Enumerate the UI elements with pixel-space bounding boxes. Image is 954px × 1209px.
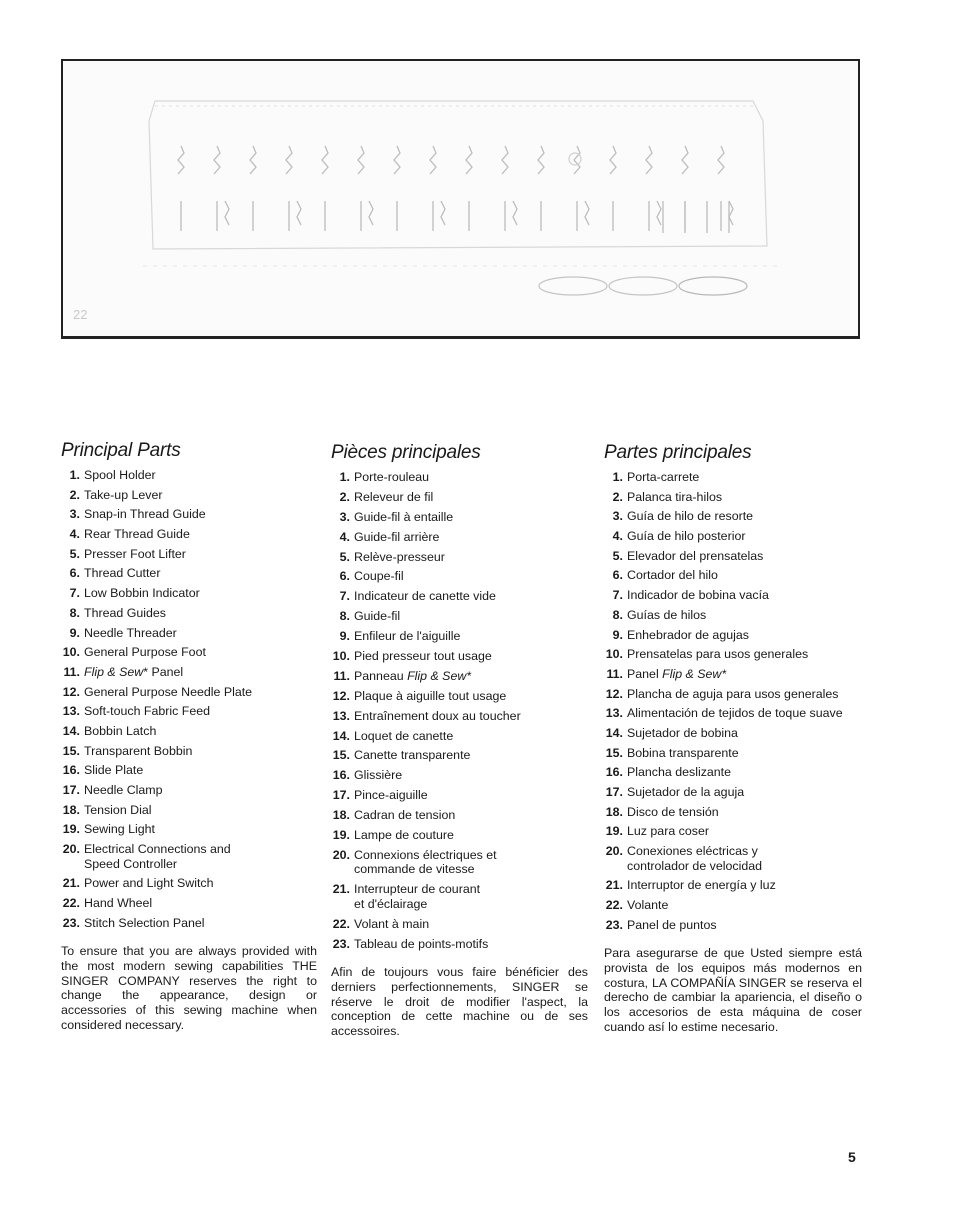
item-label: Guías de hilos [627,607,707,622]
item-number: 20. [605,844,623,859]
list-item [61,842,317,871]
list-item [331,649,588,664]
item-number: 19. [605,824,623,839]
list-item [61,507,317,522]
item-number: 13. [62,704,80,719]
disclaimer-spanish: Para asegurarse de que Usted siempre está provista de los equipos más modernos en costura, LA COMPAÑÍA SINGER se reserva el derecho de cambiar la apariencia, el diseño o los accesorios de esta máquina de coser cuando así lo estime necesario. [604,946,862,1034]
item-label-continued: Speed Controller [84,856,177,871]
item-label: Palanca tira-hilos [627,489,723,504]
item-label: Tension Dial [84,802,152,817]
list-item [61,803,317,818]
item-label: Canette transparente [354,748,471,763]
item-number: 10. [62,645,80,660]
stitch-symbol [250,146,256,174]
list-item [604,765,862,780]
stitch-symbol [513,201,517,225]
list-item [61,527,317,542]
item-label: Indicateur de canette vide [354,589,496,604]
stitch-symbol [682,146,688,174]
list-item [61,586,317,601]
item-label: Cadran de tension [354,808,456,823]
list-item [331,530,588,545]
item-number: 13. [332,708,350,723]
item-label: Sujetador de la aguja [627,785,745,799]
stitch-panel-illustration [61,59,860,339]
item-number: 17. [62,783,80,797]
item-number: 2. [69,487,80,502]
item-number: 9. [69,625,80,640]
item-number: 3. [612,509,623,524]
item-number: 20. [332,847,350,862]
item-number: 8. [612,607,623,622]
stitch-symbol [225,201,229,225]
item-label: Relève-presseur [354,549,445,564]
item-number: 14. [62,723,80,738]
item-label: Sujetador de bobina [627,725,738,740]
item-label: Porte-rouleau [354,470,430,484]
list-item [61,822,317,837]
section-title-french: Pièces principales [331,442,481,463]
list-item [604,568,862,583]
stitch-symbol [610,146,616,174]
list-item [61,566,317,581]
item-number: 15. [332,748,350,763]
stitch-symbol [441,201,445,225]
list-item [331,609,588,624]
item-label: Cortador del hilo [627,568,718,583]
stitch-symbol [466,146,472,174]
list-item [61,896,317,911]
list-item [331,729,588,744]
list-item [604,844,862,873]
item-number: 12. [62,684,80,699]
item-label-continued: controlador de velocidad [627,858,763,873]
item-number: 10. [605,647,623,662]
list-item [61,488,317,503]
list-item [331,937,588,952]
item-label: Stitch Selection Panel [84,915,205,930]
list-item [604,529,862,544]
list-item [604,588,862,603]
item-number: 5. [69,546,80,561]
item-number: 15. [605,745,623,760]
list-item [604,470,862,485]
list-item [604,785,862,800]
item-label: Tableau de points-motifs [354,936,489,951]
item-label: Snap-in Thread Guide [84,507,206,522]
item-number: 22. [605,897,623,912]
item-number: 11. [606,666,623,681]
list-item [604,490,862,505]
list-item [61,665,317,680]
item-number: 23. [332,936,350,951]
item-number: 5. [612,548,623,563]
item-number: 18. [332,808,350,823]
item-label: Conexiones eléctricas y [627,844,758,859]
item-label: Guide-fil à entaille [354,509,454,524]
item-label: Power and Light Switch [84,876,214,891]
item-number: 5. [339,549,350,564]
item-number: 6. [612,568,623,583]
item-label-continued: et d'éclairage [354,896,428,911]
item-label: Transparent Bobbin [84,743,193,758]
item-label: Guía de hilo posterior [627,529,746,544]
item-number: 18. [605,804,623,819]
item-number: 18. [62,802,80,817]
list-item [331,828,588,843]
parts-list-french [331,470,588,951]
section-title-english: Principal Parts [61,440,181,461]
stitch-symbol [214,146,220,174]
item-label: Panneau [354,668,408,683]
list-item [604,687,862,702]
list-item [604,509,862,524]
item-label: Disco de tensión [627,804,719,819]
item-label: Porta-carrete [627,470,700,484]
section-title-spanish: Partes principales [604,442,752,463]
item-label: Elevador del prensatelas [627,548,764,563]
list-item [331,788,588,803]
item-label: Entraînement doux au toucher [354,708,521,723]
item-number: 16. [332,768,350,783]
item-label: Rear Thread Guide [84,527,190,542]
list-item [331,709,588,724]
list-item [331,669,588,684]
list-item [61,685,317,700]
list-item [331,748,588,763]
item-label: General Purpose Foot [84,645,206,660]
item-label: Glissière [354,768,403,783]
item-label: Hand Wheel [84,895,153,910]
list-item [604,878,862,893]
list-item [61,704,317,719]
item-number: 14. [605,725,623,740]
item-label: Plancha deslizante [627,765,732,780]
item-number: 1. [612,470,623,484]
item-number: 6. [339,569,350,584]
item-label: Bobbin Latch [84,723,157,738]
stitch-symbol [646,146,652,174]
stitch-symbol [718,146,724,174]
item-number: 7. [69,586,80,601]
item-number: 16. [62,763,80,778]
item-label-italic: Flip & Sew [84,664,144,679]
item-label: Panel de puntos [627,917,717,932]
item-label: Low Bobbin Indicator [84,586,200,601]
item-label: General Purpose Needle Plate [84,684,253,699]
list-item [331,808,588,823]
list-item [61,876,317,891]
list-item [604,746,862,761]
item-label: Lampe de couture [354,828,454,843]
stitch-symbol [178,146,184,174]
item-number: 3. [69,507,80,522]
list-item [604,898,862,913]
list-item [604,805,862,820]
item-number: 22. [62,895,80,910]
item-number: 4. [339,529,350,544]
item-number: 7. [612,588,623,603]
list-item [331,882,588,911]
stitch-symbol [585,201,589,225]
item-label-continued: commande de vitesse [354,862,475,877]
item-label: Pied presseur tout usage [354,649,492,664]
item-label: Prensatelas para usos generales [627,647,809,662]
list-item [61,744,317,759]
item-label: Needle Clamp [84,783,163,797]
item-label: Guide-fil arrière [354,529,440,544]
list-item [61,468,317,483]
figure-number: 22 [73,307,88,322]
list-item [331,917,588,932]
list-item [604,628,862,643]
item-number: 17. [605,785,623,799]
list-item [331,848,588,877]
item-label: Take-up Lever [84,487,163,502]
list-item [604,918,862,933]
list-item [604,706,862,721]
item-label: Connexions électriques et [354,847,497,862]
list-item [331,470,588,485]
item-number: 2. [612,489,623,504]
stitch-symbol [502,146,508,174]
list-item [331,550,588,565]
item-label: Interrupteur de courant [354,882,481,897]
item-number: 19. [62,822,80,837]
item-label: Guide-fil [354,609,401,624]
item-number: 21. [605,878,623,893]
item-label: Soft-touch Fabric Feed [84,704,211,719]
stitch-symbol [286,146,292,174]
item-label: Volant à main [354,916,430,931]
item-label: Sewing Light [84,822,155,837]
item-label: Alimentación de tejidos de toque suave [627,706,843,721]
item-label: Volante [627,897,669,912]
parts-list-english [61,468,317,930]
item-number: 10. [332,649,350,664]
item-label: Panel [627,666,663,681]
list-item [331,629,588,644]
list-item [331,490,588,505]
item-label: Pince-aiguille [354,788,428,803]
list-item [604,608,862,623]
list-item [61,724,317,739]
item-label: Guía de hilo de resorte [627,509,754,524]
item-number: 8. [69,605,80,620]
item-label: * Panel [143,664,184,679]
item-label: Bobina transparente [627,745,739,760]
stitch-symbol [657,201,661,225]
item-label: Enfileur de l'aiguille [354,629,461,644]
item-number: 1. [339,470,350,484]
item-number: 9. [339,629,350,644]
item-number: 21. [332,882,350,897]
list-item [331,689,588,704]
parts-list-spanish [604,470,862,932]
item-number: 23. [62,915,80,930]
item-label-italic: Flip & Sew* [662,666,727,681]
item-label: Thread Guides [84,605,166,620]
list-item [604,549,862,564]
list-item [331,510,588,525]
item-number: 11. [63,664,80,679]
list-item [604,824,862,839]
item-number: 2. [339,489,350,504]
column-english [61,440,317,1032]
item-number: 6. [69,566,80,581]
item-number: 4. [612,529,623,544]
item-label: Luz para coser [627,824,709,839]
item-label: Presser Foot Lifter [84,546,186,561]
item-label: Plancha de aguja para usos generales [627,686,839,701]
list-item [61,763,317,778]
item-number: 22. [332,916,350,931]
item-number: 19. [332,828,350,843]
list-item [604,726,862,741]
stitch-symbol [358,146,364,174]
item-label: Indicador de bobina vacía [627,588,769,603]
stitch-symbol [297,201,301,225]
item-number: 1. [69,468,80,482]
item-label-italic: Flip & Sew* [407,668,472,683]
column-spanish [604,442,862,1034]
list-item [604,647,862,662]
disclaimer-french: Afin de toujours vous faire bénéficier des derniers perfectionnements, SINGER se réserve le droit de modifier l'aspect, la conception de cette machine ou de ses accessoires. [331,965,588,1038]
item-number: 17. [332,788,350,803]
item-number: 21. [62,876,80,891]
stitch-symbol [322,146,328,174]
list-item [331,569,588,584]
item-number: 13. [605,706,623,721]
item-number: 11. [333,668,350,683]
list-item [331,589,588,604]
item-number: 8. [339,609,350,624]
stitch-symbol [538,146,544,174]
item-number: 7. [339,589,350,604]
column-french [331,442,588,1039]
disclaimer-english: To ensure that you are always provided with the most modern sewing capabilities THE SINGER COMPANY reserves the right to change the appearance, design or accessories of this sewing machine when considered necessary. [61,944,317,1032]
list-item [61,916,317,931]
item-label: Releveur de fil [354,489,434,504]
list-item [604,667,862,682]
list-item [61,606,317,621]
list-item [61,547,317,562]
item-number: 9. [612,627,623,642]
item-label: Coupe-fil [354,569,404,584]
stitch-symbol [430,146,436,174]
item-number: 12. [605,686,623,701]
list-item [61,645,317,660]
item-number: 12. [332,688,350,703]
stitch-symbol [394,146,400,174]
stitch-symbol [574,146,580,174]
item-label: Interruptor de energía y luz [627,878,776,893]
stitch-panel-drawing [63,61,858,336]
item-number: 20. [62,842,80,857]
item-label: Plaque à aiguille tout usage [354,688,507,703]
item-label: Spool Holder [84,468,156,482]
item-number: 14. [332,728,350,743]
stitch-symbol [369,201,373,225]
list-item [61,783,317,798]
page-number: 5 [848,1149,856,1165]
item-number: 16. [605,765,623,780]
item-number: 3. [339,509,350,524]
item-number: 4. [69,527,80,542]
item-label: Electrical Connections and [84,842,231,857]
item-label: Slide Plate [84,763,144,778]
list-item [331,768,588,783]
item-label: Enhebrador de agujas [627,627,749,642]
item-label: Needle Threader [84,625,177,640]
item-label: Loquet de canette [354,728,454,743]
list-item [61,626,317,641]
item-number: 23. [605,917,623,932]
item-label: Thread Cutter [84,566,161,581]
item-number: 15. [62,743,80,758]
